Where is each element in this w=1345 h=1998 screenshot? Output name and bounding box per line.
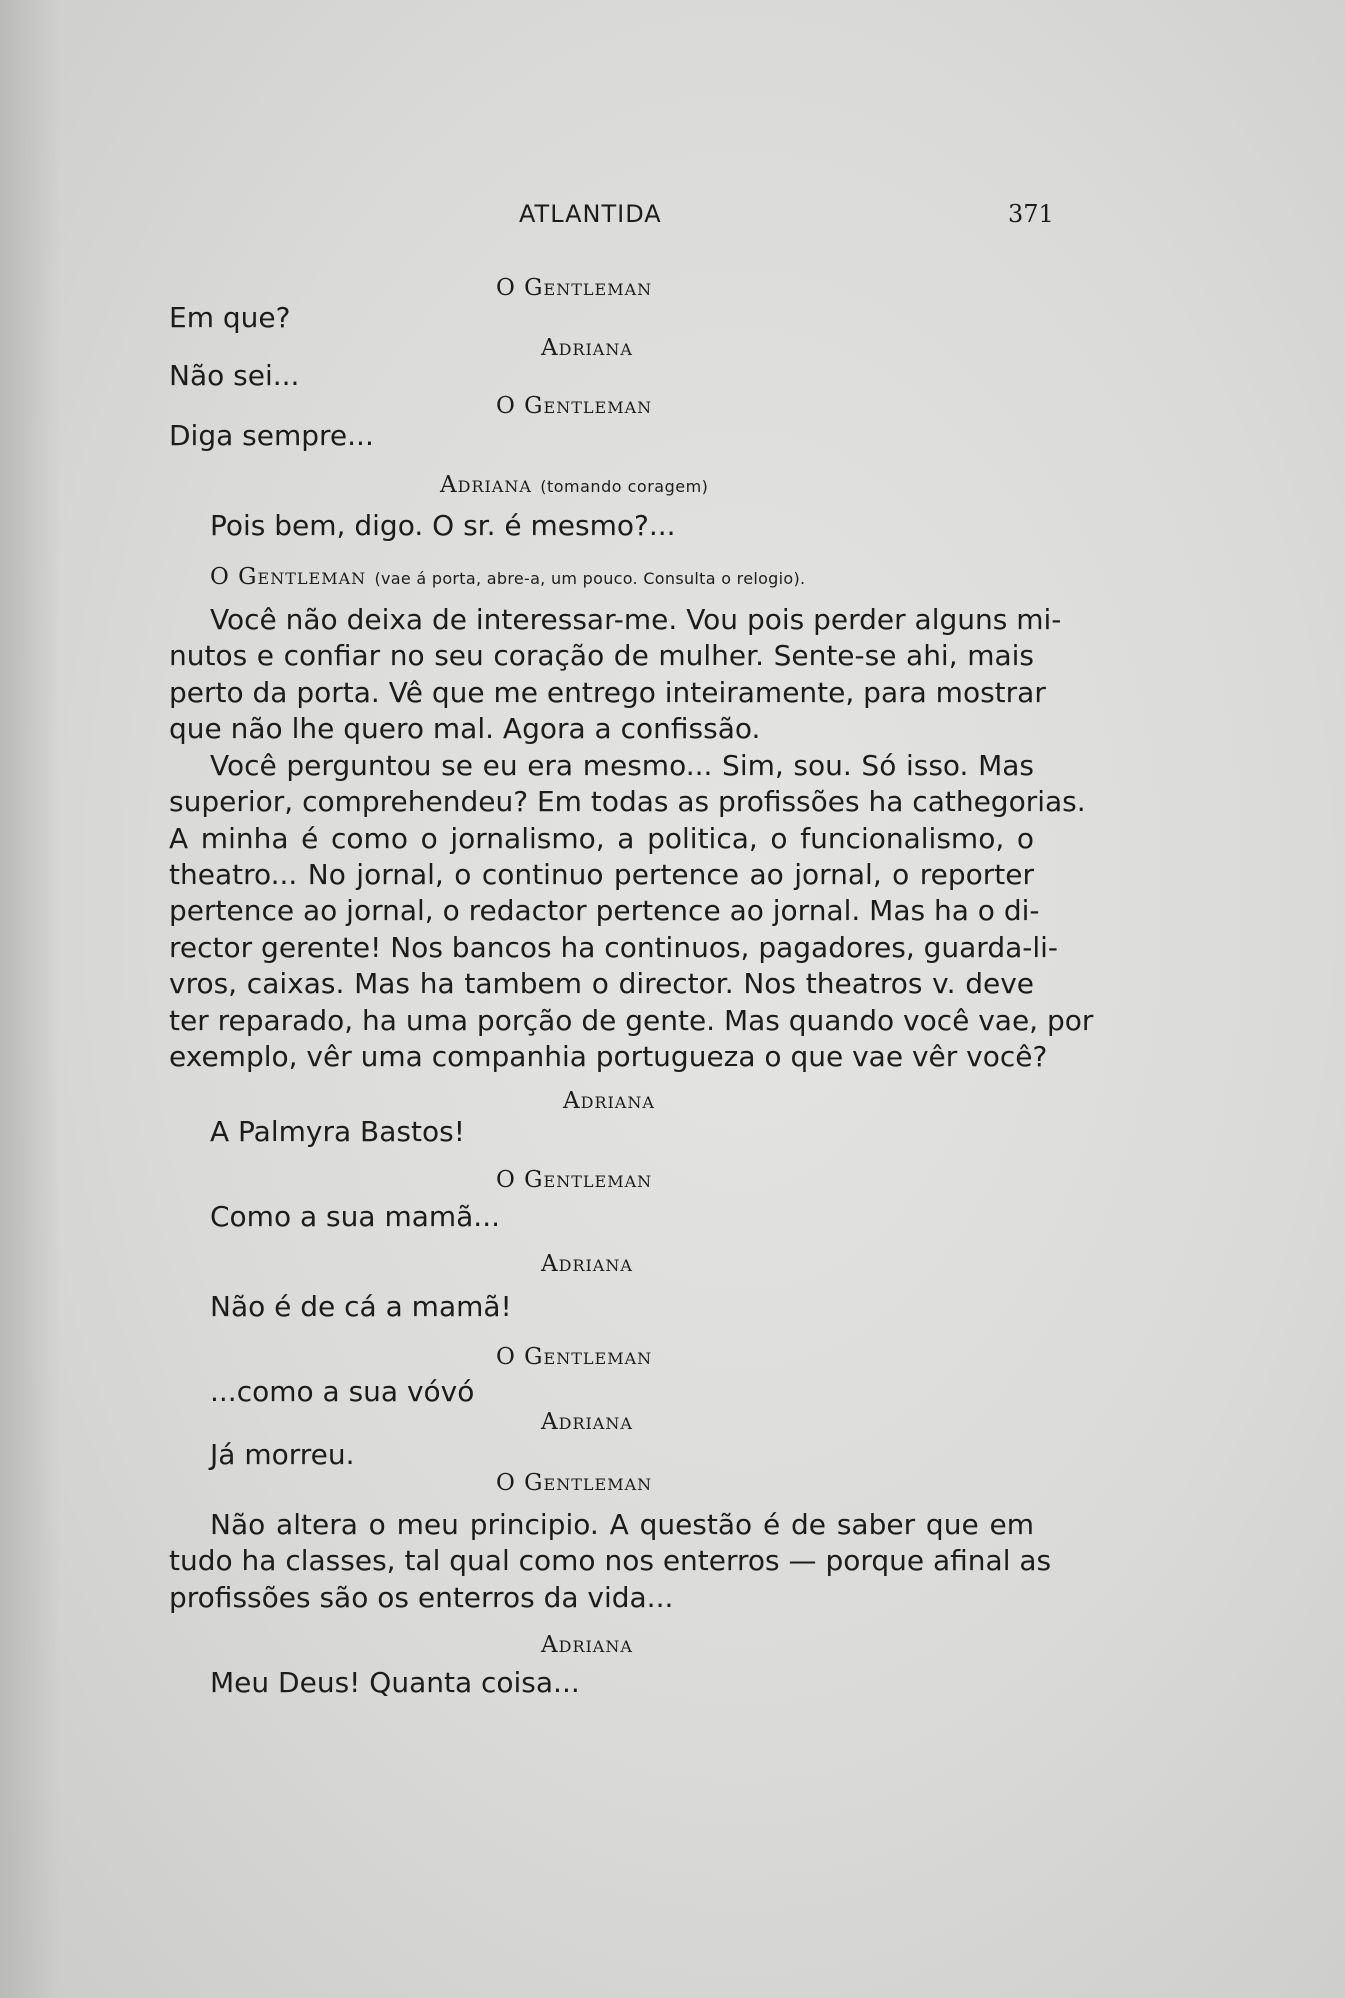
paragraph-line: nutos e confiar no seu coração de mulher. Sente-se ahi, mais xyxy=(169,639,1034,672)
dialogue-line: Meu Deus! Quanta coisa... xyxy=(210,1666,580,1699)
speaker-adriana xyxy=(440,472,708,498)
speaker-adriana: Adriana xyxy=(541,1632,633,1658)
page-number: 371 xyxy=(1008,200,1054,228)
paragraph-line: que não lhe quero mal. Agora a confissão. xyxy=(169,712,761,745)
paragraph-line: exemplo, vêr uma companhia portugueza o que vae vêr você? xyxy=(169,1040,1048,1073)
dialogue-line: Em que? xyxy=(169,301,291,334)
speaker-adriana: Adriana xyxy=(541,335,633,361)
dialogue-line: Como a sua mamã... xyxy=(210,1200,501,1233)
dialogue-line: Pois bem, digo. O sr. é mesmo?... xyxy=(210,509,676,542)
speaker-adriana: Adriana xyxy=(541,1409,633,1435)
speaker-gentleman: O Gentleman xyxy=(496,275,653,301)
paragraph-line: pertence ao jornal, o redactor pertence ao jornal. Mas ha o di- xyxy=(169,894,1040,927)
speaker-adriana: Adriana xyxy=(541,1251,633,1277)
speaker-gentleman xyxy=(210,564,805,590)
paragraph-line: tudo ha classes, tal qual como nos enterros — porque afinal as xyxy=(169,1544,1052,1577)
dialogue-line: Não sei... xyxy=(169,359,300,392)
paragraph-line: perto da porta. Vê que me entrego inteiramente, para mostrar xyxy=(169,676,1046,709)
speaker-gentleman: O Gentleman xyxy=(496,1344,653,1370)
speaker-name: Adriana xyxy=(440,472,532,498)
speaker-gentleman: O Gentleman xyxy=(496,1470,653,1496)
stage-direction: (tomando coragem) xyxy=(540,477,709,496)
speaker-adriana: Adriana xyxy=(563,1088,655,1114)
dialogue-line: Não é de cá a mamã! xyxy=(210,1290,512,1323)
paragraph-line: Você não deixa de interessar-me. Vou pois perder alguns mi- xyxy=(210,603,1062,636)
paragraph-line: Você perguntou se eu era mesmo... Sim, sou. Só isso. Mas xyxy=(210,749,1034,782)
paragraph-line: Não altera o meu principio. A questão é de saber que em xyxy=(210,1508,1034,1541)
dialogue-line: ...como a sua vóvó xyxy=(210,1375,475,1408)
speaker-gentleman: O Gentleman xyxy=(496,393,653,419)
dialogue-line: Diga sempre... xyxy=(169,419,374,452)
dialogue-line: A Palmyra Bastos! xyxy=(210,1115,465,1148)
speaker-name: O Gentleman xyxy=(210,564,367,590)
paragraph-line: A minha é como o jornalismo, a politica, o funcionalismo, o xyxy=(169,822,1034,855)
stage-direction: (vae á porta, abre-a, um pouco. Consulta o relogio). xyxy=(374,569,806,588)
paragraph-line: superior, comprehendeu? Em todas as profissões ha cathegorias. xyxy=(169,785,1086,818)
paragraph-line: ter reparado, ha uma porção de gente. Mas quando você vae, por xyxy=(169,1004,1094,1037)
paragraph-line: theatro... No jornal, o continuo pertence ao jornal, o reporter xyxy=(169,858,1034,891)
paragraph-line: vros, caixas. Mas ha tambem o director. Nos theatros v. deve xyxy=(169,967,1034,1000)
running-title: ATLANTIDA xyxy=(519,200,662,228)
paragraph-line: profissões são os enterros da vida... xyxy=(169,1581,674,1614)
dialogue-line: Já morreu. xyxy=(210,1438,355,1471)
speaker-gentleman: O Gentleman xyxy=(496,1167,653,1193)
paragraph-line: rector gerente! Nos bancos ha continuos, pagadores, guarda-li- xyxy=(169,931,1059,964)
